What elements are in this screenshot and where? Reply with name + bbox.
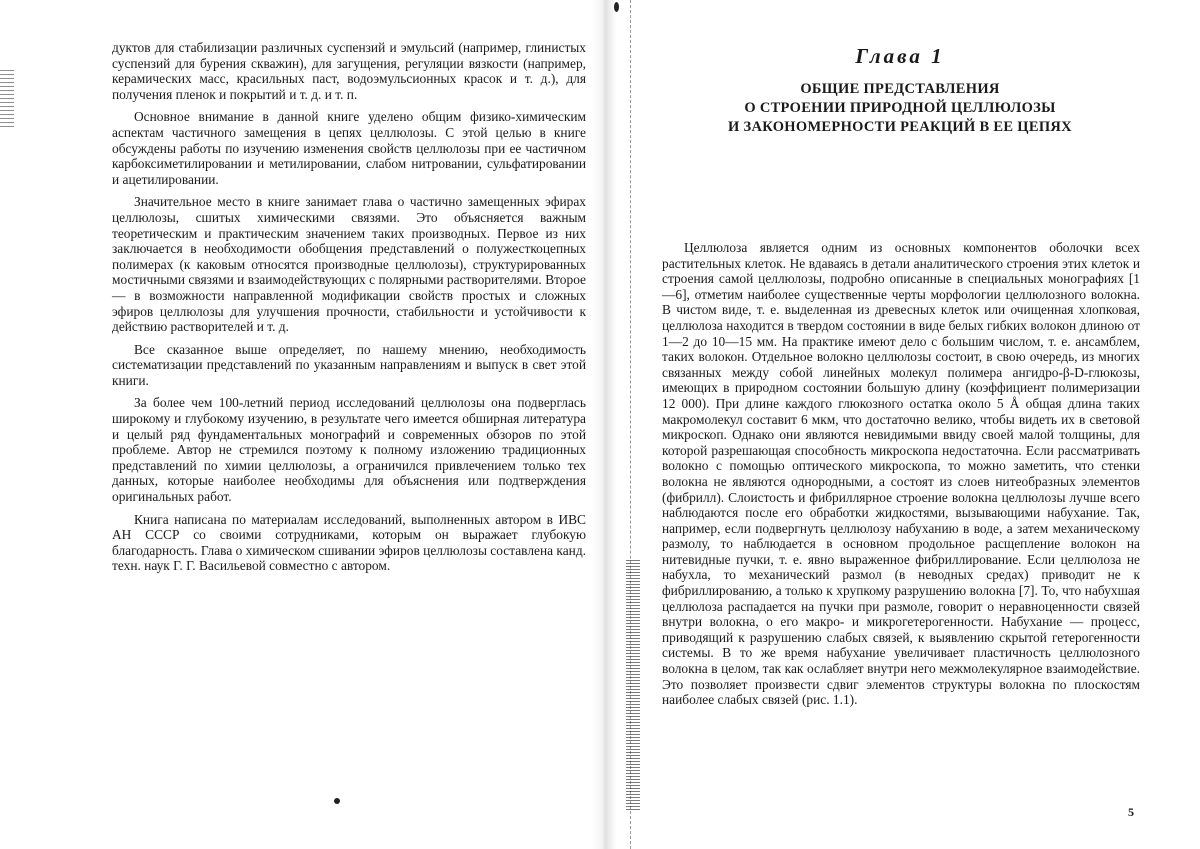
right-page-text [662, 240, 1140, 708]
chapter-title [660, 80, 1140, 137]
chapter-title-line: ОБЩИЕ ПРЕДСТАВЛЕНИЯ [800, 81, 1000, 97]
paragraph: Целлюлоза является одним из основных компонентов оболочки всех растительных клеток. Не вдаваясь в детали аналитического строения этих клеток и строения самой целлюлозы, подробно описанные в специальных монографиях [1—6], отметим наиболее существенные черты морфологии целлюлозного волокна. В чистом виде, т. е. выделенная из древесных клеток или очищенная хлопковая, целлюлоза находится в твердом состоянии в виде белых гибких волокон длиною от 1—2 до 10—15 мм. На практике имеют дело с большим числом, т. е. ансамблем, таких волокон. Отдельное волокно целлюлозы состоит, в свою очередь, из многих связанных между собой линейных молекул полимера ангидро-β-D-глюкозы, имеющих в природном состоянии большую длину (коэффициент полимеризации 12 000). При длине каждого глюкозного остатка около 5 Å общая длина таких макромолекул составит 6 мкм, что достаточно велико, чтобы видеть их в световой микроскоп. Однако они являются невидимыми ввиду своей малой толщины, для которой разрешающая способность микроскопа недостаточна. Если рассматривать волокно с помощью оптического микроскопа, то можно заметить, что стенки волокна не являются однородными, а состоят из слоев нитеобразных элементов (фибрилл). Слоистость и фибриллярное строение волокна целлюлозы лучше всего наблюдаются после его обработки жидкостями, вызывающими набухание. Так, например, если подвергнуть целлюлозу набуханию в воде, а затем механическому размолу, то наблюдается в основном продольное расщепление волокон на нитевидные пучки, т. е. явно выраженное фибриллирование. Если целлюлоза не набухла, то механический размол (в неводных средах) приводит не к фибриллированию, а только к хрупкому разрушению волокна [7]. То, что набухшая целлюлоза распадается на пучки при размоле, говорит о неравноценности связей внутри волокна, о его макро- и микрогетерогенности. Набухание — процесс, приводящий к разрушению слабых связей, к выявлению скрытой гетерогенности системы. В то же время набухание увеличивает пластичность целлюлозного волокна в целом, так как ослабляет внутри него межмолекулярное взаимодействие. Это позволяет произвести сдвиг элементов структуры волокна по плоскостям наиболее слабых связей (рис. 1.1). [662, 240, 1140, 708]
scan-speck [334, 798, 340, 804]
scan-edge-noise [0, 70, 14, 130]
paragraph: Книга написана по материалам исследований, выполненных автором в ИВС АН СССР со своими сотрудниками, которым он выражает глубокую благодарность. Глава о химическом сшивании эфиров целлюлозы составлена канд. техн. наук Г. Г. Васильевой совместно с автором. [112, 511, 586, 574]
page-number: 5 [1128, 805, 1134, 819]
paragraph: Значительное место в книге занимает глава о частично замещенных эфирах целлюлозы, сшитых химическими связями. Это объясняется важным теоретическим и практическим значением таких производных. Первое из них заключается в необходимости обобщения представлений о полужесткоцепных полимерах (к каковым относятся производные целлюлозы), структурированных мостичными связями и взаимодействующих с полярными растворителями. Второе — в возможности направленной модификации свойств простых и сложных эфиров целлюлозы для улучшения прочности, стабильности и устойчивости к действию растворителей и т. д. [112, 194, 586, 335]
paragraph: дуктов для стабилизации различных суспензий и эмульсий (например, глинистых суспензий для бурения скважин), для загущения, регуляции вязкости (например, керамических масс, красильных паст, водоэмульсионных красок и т. д.), для получения пленок и покрытий и т. д. и т. п. [112, 40, 586, 102]
paragraph: За более чем 100-летний период исследований целлюлозы она подверглась широкому и глубокому изучению, в результате чего имеется обширная литература и целый ряд фундаментальных монографий и современных обзоров по этой проблеме. Автор не стремился поэтому к полному изложению традиционных представлений по химии целлюлозы, а ограничился привлечением только тех данных, которые наиболее необходимы для объяснения или подтверждения оригинальных работ. [112, 395, 586, 505]
chapter-title-line: О СТРОЕНИИ ПРИРОДНОЙ ЦЕЛЛЮЛОЗЫ [744, 100, 1056, 116]
chapter-label: Глава 1 [855, 44, 945, 68]
chapter-title-line: И ЗАКОНОМЕРНОСТИ РЕАКЦИЙ В ЕЕ ЦЕПЯХ [728, 119, 1072, 135]
paragraph: Основное внимание в данной книге уделено общим физико-химическим аспектам частичного замещения в цепях целлюлозы. С этой целью в книге обсуждены работы по изучению изменения свойств целлюлозы при ее частичном карбоксиметилировании и метилировании, слабом нитровании, сульфатировании и ацетилировании. [112, 109, 586, 187]
paragraph: Все сказанное выше определяет, по нашему мнению, необходимость систематизации представлений по указанным направлениям и выпуск в свет этой книги. [112, 341, 586, 388]
left-page-text [112, 40, 586, 581]
